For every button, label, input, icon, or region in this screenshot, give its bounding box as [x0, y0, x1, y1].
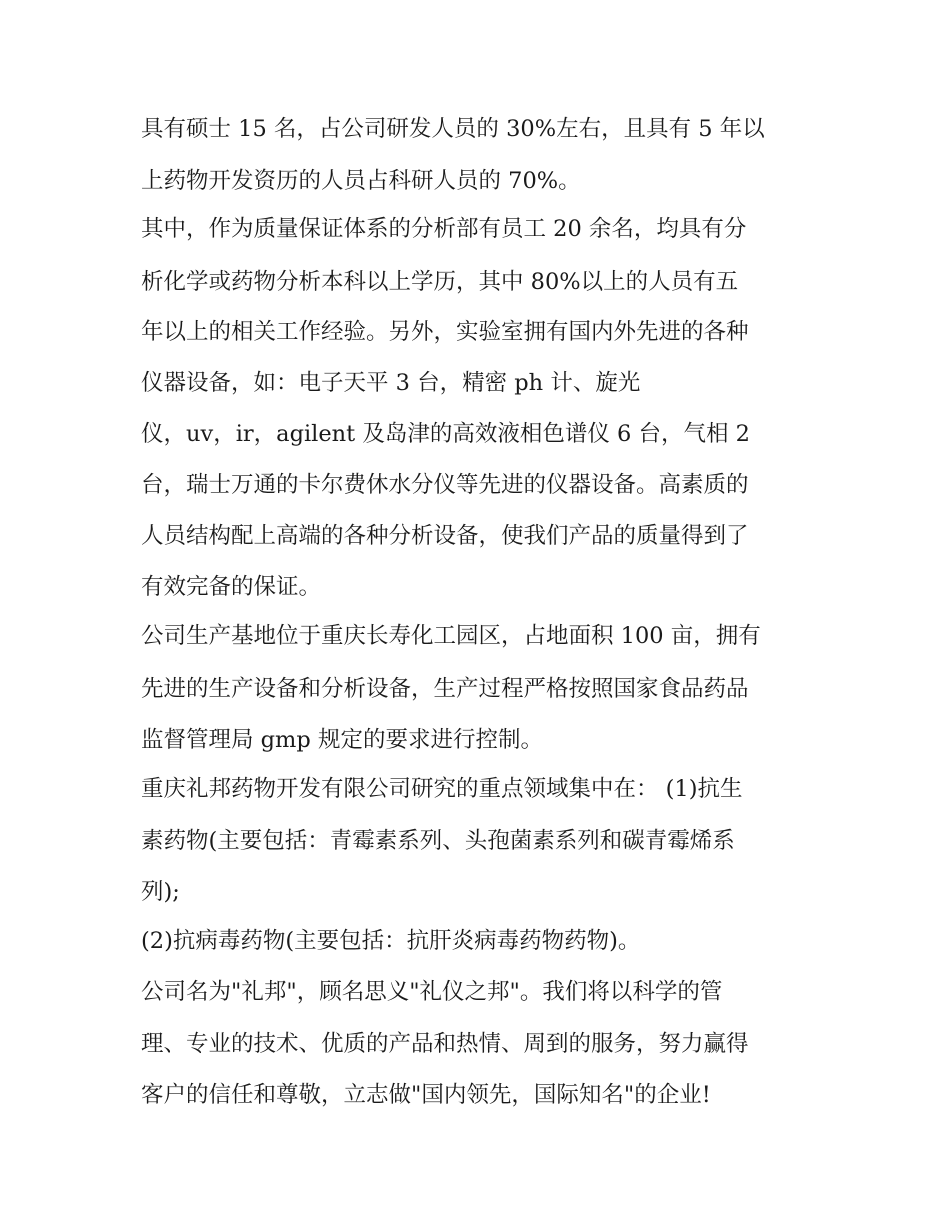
text-line: 客户的信任和尊敬，立志做"国内领先，国际知名"的企业!	[141, 1082, 711, 1108]
text-line: 素药物(主要包括：青霉素系列、头孢菌素系列和碳青霉烯系	[141, 828, 735, 854]
text-line: 年以上的相关工作经验。另外，实验室拥有国内外先进的各种	[141, 319, 749, 345]
text-line: 列);	[141, 879, 180, 905]
text-line: 理、专业的技术、优质的产品和热情、周到的服务，努力赢得	[141, 1031, 749, 1057]
text-line: 仪器设备，如：电子天平 3 台，精密 ph 计、旋光	[141, 370, 641, 396]
text-line: 有效完备的保证。	[141, 574, 322, 600]
text-line: 先进的生产设备和分析设备，生产过程严格按照国家食品药品	[141, 676, 749, 702]
text-line: 其中，作为质量保证体系的分析部有员工 20 余名，均具有分	[141, 216, 747, 242]
text-line: 公司名为"礼邦"，顾名思义"礼仪之邦"。我们将以科学的管	[141, 979, 723, 1005]
text-line: 人员结构配上高端的各种分析设备，使我们产品的质量得到了	[141, 523, 749, 549]
text-line: 析化学或药物分析本科以上学历，其中 80%以上的人员有五	[141, 269, 739, 295]
text-line: (2)抗病毒药物(主要包括：抗肝炎病毒药物药物)。	[141, 928, 641, 954]
text-line: 仪，uv，ir，agilent 及岛津的高效液相色谱仪 6 台，气相 2	[141, 421, 750, 447]
text-line: 上药物开发资历的人员占科研人员的 70%。	[141, 168, 581, 194]
text-line: 台，瑞士万通的卡尔费休水分仪等先进的仪器设备。高素质的	[141, 472, 749, 498]
text-line: 监督管理局 gmp 规定的要求进行控制。	[141, 727, 543, 753]
text-line: 具有硕士 15 名，占公司研发人员的 30%左右，且具有 5 年以	[141, 116, 765, 142]
text-line: 公司生产基地位于重庆长寿化工园区，占地面积 100 亩，拥有	[141, 623, 761, 649]
text-line: 重庆礼邦药物开发有限公司研究的重点领域集中在： (1)抗生	[141, 776, 743, 802]
